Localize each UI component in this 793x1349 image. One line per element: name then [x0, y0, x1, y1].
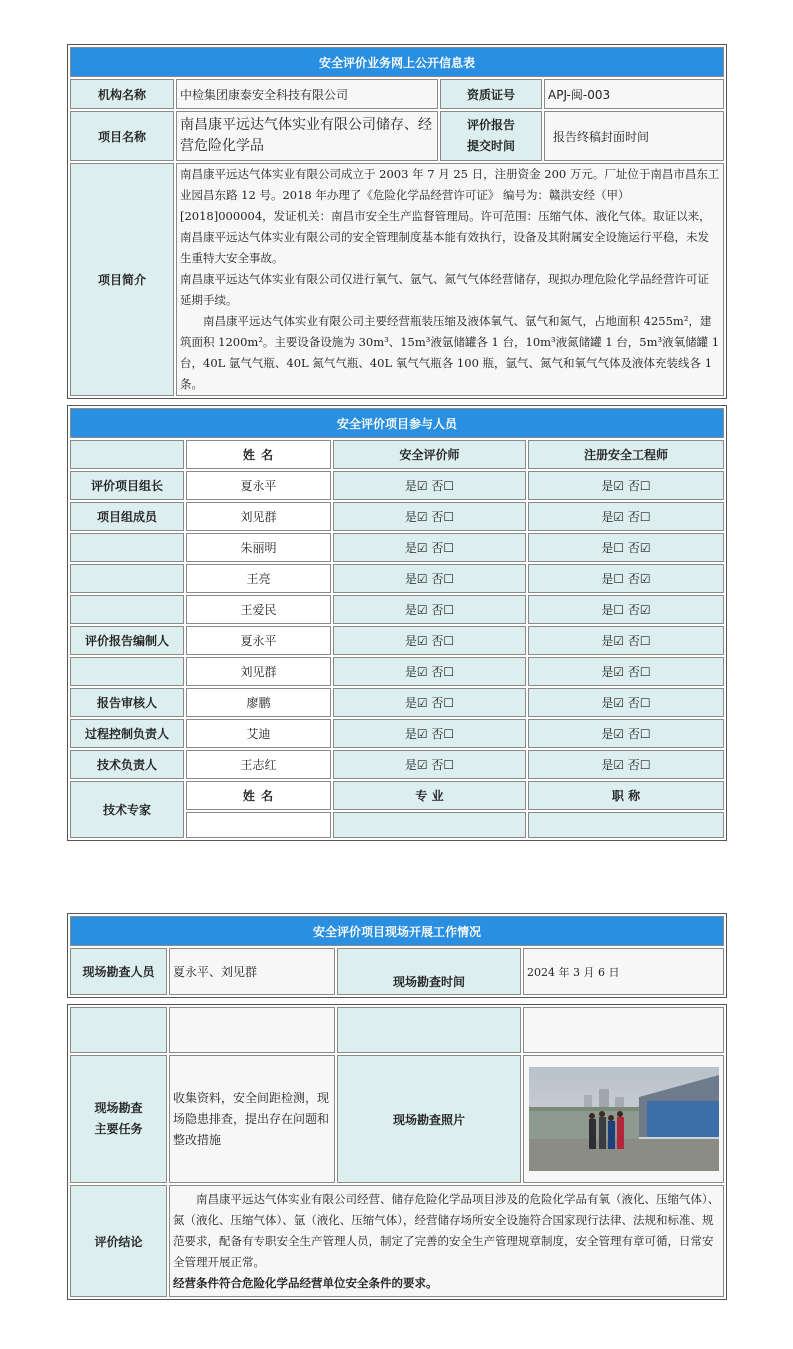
role-cell [70, 564, 184, 593]
public-info-title: 安全评价业务网上公开信息表 [70, 47, 724, 77]
evaluator-checkbox: 是☑ 否☐ [333, 471, 526, 500]
submit-label-line2: 提交时间 [466, 139, 515, 153]
role-cell [70, 533, 184, 562]
person-name: 刘见群 [186, 502, 331, 531]
role-cell: 技术负责人 [70, 750, 184, 779]
engineer-checkbox: 是☐ 否☑ [528, 564, 724, 593]
site-photo [529, 1067, 719, 1171]
role-cell: 报告审核人 [70, 688, 184, 717]
org-value: 中检集团康泰安全科技有限公司 [176, 79, 438, 109]
evaluator-checkbox: 是☑ 否☐ [333, 533, 526, 562]
evaluator-checkbox: 是☑ 否☐ [333, 626, 526, 655]
submit-value [544, 111, 724, 161]
blank-cell [523, 1007, 724, 1053]
task-label-line2: 主要任务 [94, 1122, 143, 1136]
intro-paragraph-1: 南昌康平远达气体实业有限公司成立于 2003 年 7 月 25 日，注册资金 200 万元。厂址位于南昌市昌东工业园昌东路 12 号。2018 年办理了《危险化学品经营许可证》 编号为：赣洪安经（甲）[2018]000004，发证机关：南昌市安全生产监督管理局。许可范围：压缩气体、液化气体。取证以来，南昌康平远达气体实业有限公司的安全管理制度基本能有效执行，设备及其附属安全设施运行平稳，未发生重特大安全事故。 [180, 167, 720, 265]
public-info-table [67, 44, 727, 399]
blank-cell [337, 1007, 521, 1053]
engineer-checkbox: 是☐ 否☑ [528, 533, 724, 562]
conclusion-value [169, 1185, 724, 1297]
personnel-table [67, 405, 727, 841]
personnel-title: 安全评价项目参与人员 [70, 408, 724, 438]
engineer-checkbox: 是☑ 否☐ [528, 688, 724, 717]
blank-cell [70, 1007, 167, 1053]
evaluator-checkbox: 是☑ 否☐ [333, 657, 526, 686]
intro-paragraph-3: 南昌康平远达气体实业有限公司主要经营瓶装压缩及液体氧气、氩气和氮气，占地面积 4255m²，建筑面积 1200m²。主要设备设施为 30m³、15m³液氩储罐各 1 台，10m³液氮储罐 1 台，5m³液氧储罐 1 台，40L 氩气气瓶、40L 氮气气瓶、40L 氧气气瓶各 100 瓶，氩气、氮气和氧气气体及液体充装线各 1 条。 [180, 314, 720, 391]
person-name: 朱丽明 [186, 533, 331, 562]
expert-major-empty [333, 812, 526, 838]
col-name-header: 姓 名 [186, 440, 331, 469]
project-value: 南昌康平远达气体实业有限公司储存、经营危险化学品 [176, 111, 438, 161]
person-name: 夏永平 [186, 626, 331, 655]
task-value: 收集资料，安全间距检测，现场隐患排查，提出存在问题和整改措施 [169, 1055, 335, 1183]
person-name: 刘见群 [186, 657, 331, 686]
engineer-checkbox: 是☑ 否☐ [528, 626, 724, 655]
engineer-checkbox: 是☑ 否☐ [528, 471, 724, 500]
survey-time-label: 现场勘查时间 [337, 948, 521, 995]
engineer-checkbox: 是☑ 否☐ [528, 719, 724, 748]
evaluator-checkbox: 是☑ 否☐ [333, 502, 526, 531]
engineer-checkbox: 是☐ 否☑ [528, 595, 724, 624]
role-cell: 项目组成员 [70, 502, 184, 531]
onsite-work-title: 安全评价项目现场开展工作情况 [70, 916, 724, 946]
onsite-work-table [67, 913, 727, 998]
person-name: 王亮 [186, 564, 331, 593]
role-cell [70, 595, 184, 624]
site-photo-image [529, 1067, 719, 1171]
expert-col-name: 姓 名 [186, 781, 331, 810]
person-name: 王爱民 [186, 595, 331, 624]
col-evaluator-header: 安全评价师 [333, 440, 526, 469]
engineer-checkbox: 是☑ 否☐ [528, 750, 724, 779]
survey-time-value: 2024 年 3 月 6 日 [523, 948, 724, 995]
surveyor-label: 现场勘查人员 [70, 948, 167, 995]
person-name: 夏永平 [186, 471, 331, 500]
intro-paragraph-2: 南昌康平远达气体实业有限公司仅进行氧气、氩气、氮气气体经营储存，现拟办理危险化学品经营许可证延期手续。 [180, 272, 709, 307]
expert-name-empty [186, 812, 331, 838]
blank-cell [169, 1007, 335, 1053]
org-label: 机构名称 [70, 79, 174, 109]
evaluator-checkbox: 是☑ 否☐ [333, 688, 526, 717]
engineer-checkbox: 是☑ 否☐ [528, 657, 724, 686]
role-cell: 评价项目组长 [70, 471, 184, 500]
engineer-checkbox: 是☑ 否☐ [528, 502, 724, 531]
submit-value-text: 报告终稿封面时间 [553, 129, 650, 144]
conclusion-paragraph-1: 南昌康平远达气体实业有限公司经营、储存危险化学品项目涉及的危险化学品有氧（液化、压缩气体）、氮（液化、压缩气体）、氩（液化、压缩气体），经营储存场所安全设施符合国家现行法律、法规和标准、规范要求，配备有专职安全生产管理人员，制定了完善的安全生产管理规章制度，安全管理有章可循，日常安全管理开展正常。 [173, 1191, 720, 1269]
survey-detail-table [67, 1004, 727, 1300]
expert-label: 技术专家 [70, 781, 184, 838]
conclusion-paragraph-2: 经营条件符合危险化学品经营单位安全条件的要求。 [173, 1275, 438, 1290]
person-name: 廖鹏 [186, 688, 331, 717]
intro-value [176, 163, 724, 396]
cert-label: 资质证号 [440, 79, 542, 109]
submit-label [440, 111, 542, 161]
task-label-line1: 现场勘查 [94, 1101, 143, 1115]
col-engineer-header: 注册安全工程师 [528, 440, 724, 469]
role-cell: 评价报告编制人 [70, 626, 184, 655]
evaluator-checkbox: 是☑ 否☐ [333, 564, 526, 593]
person-name: 王志红 [186, 750, 331, 779]
evaluator-checkbox: 是☑ 否☐ [333, 719, 526, 748]
expert-col-major: 专 业 [333, 781, 526, 810]
photo-label: 现场勘查照片 [337, 1055, 521, 1183]
task-label [70, 1055, 167, 1183]
surveyor-value: 夏永平、刘见群 [169, 948, 335, 995]
evaluator-checkbox: 是☑ 否☐ [333, 595, 526, 624]
evaluator-checkbox: 是☑ 否☐ [333, 750, 526, 779]
photo-cell [523, 1055, 724, 1183]
cert-value: APJ-闽-003 [544, 79, 724, 109]
expert-title-empty [528, 812, 724, 838]
submit-label-line1: 评价报告 [466, 118, 515, 132]
role-cell: 过程控制负责人 [70, 719, 184, 748]
personnel-header-empty [70, 440, 184, 469]
expert-col-title: 职 称 [528, 781, 724, 810]
intro-label: 项目简介 [70, 163, 174, 396]
project-label: 项目名称 [70, 111, 174, 161]
role-cell [70, 657, 184, 686]
person-name: 艾迪 [186, 719, 331, 748]
conclusion-label: 评价结论 [70, 1185, 167, 1297]
